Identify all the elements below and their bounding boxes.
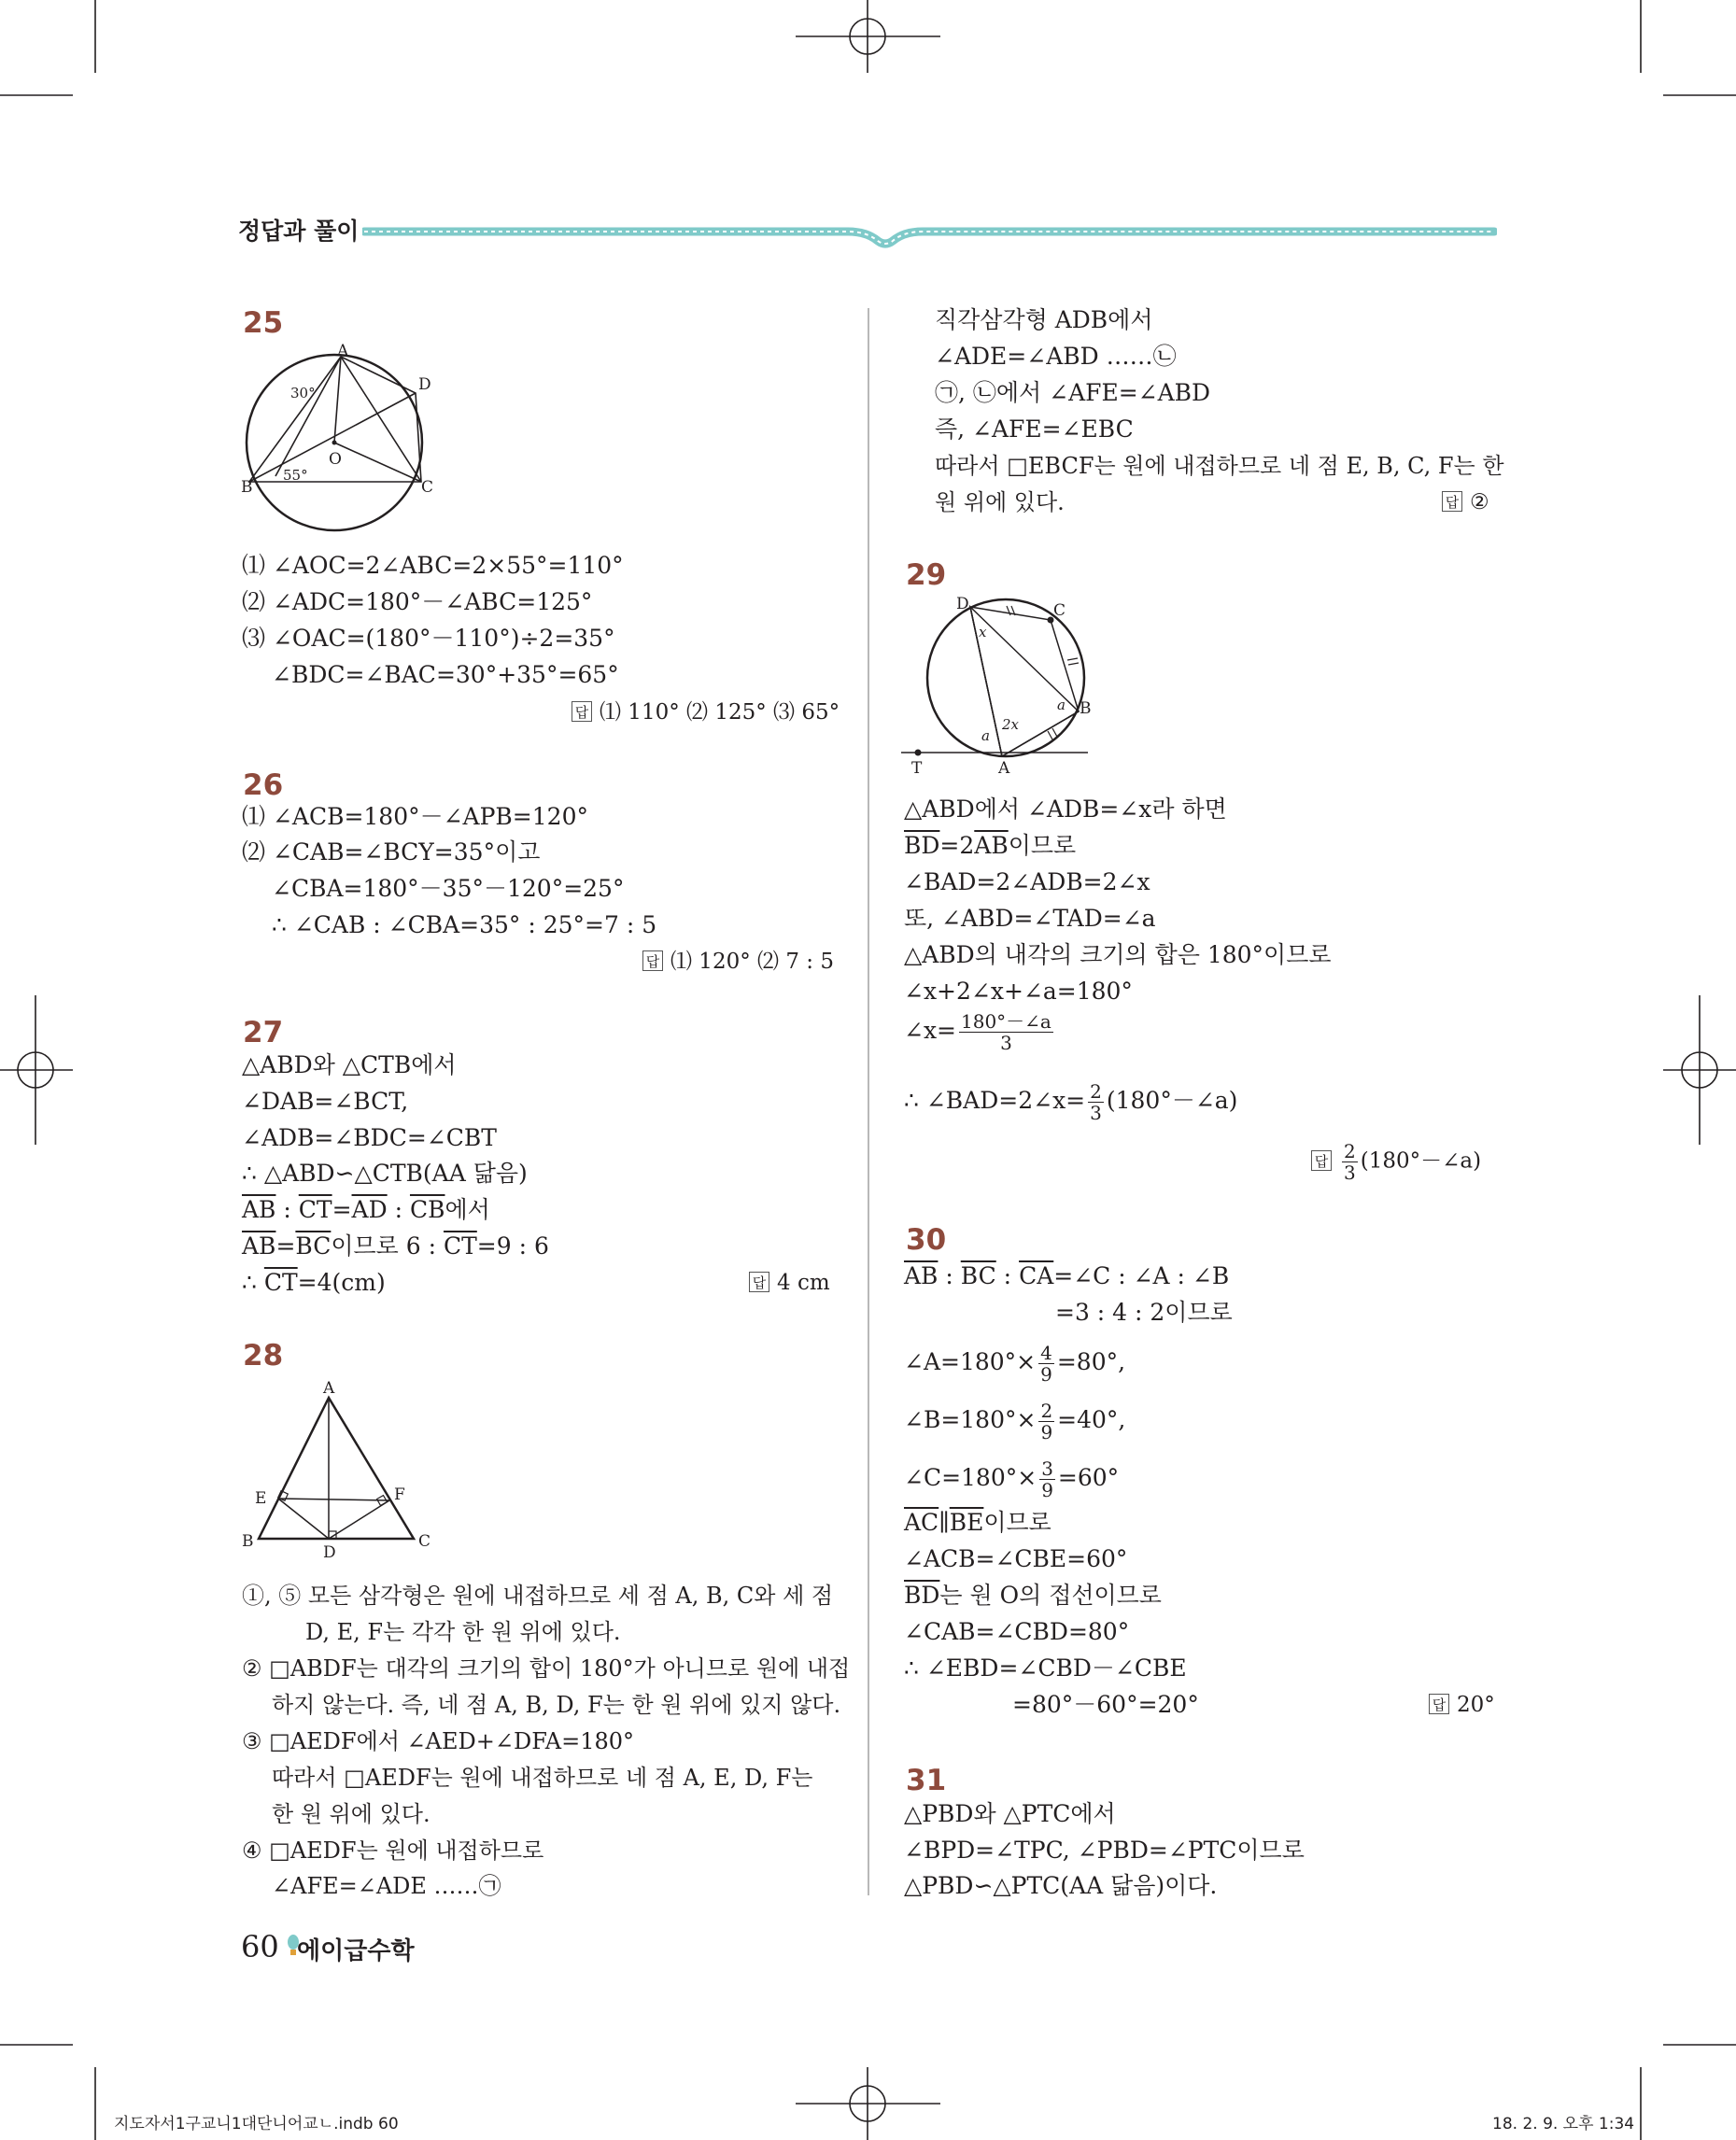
problem-number: 30 xyxy=(906,1223,947,1257)
text-line: ∠CBA=180°－35°－120°=25° xyxy=(272,875,625,902)
answer-text: ⑴ 120° ⑵ 7 : 5 xyxy=(670,950,834,974)
text-line: ∠ADB=∠BDC=∠CBT xyxy=(242,1124,497,1151)
text-line: =80°－60°=20° xyxy=(1012,1691,1199,1718)
text-line: 따라서 □AEDF는 원에 내접하므로 네 점 A, E, D, F는 xyxy=(272,1765,813,1791)
figure-circle-29 xyxy=(901,593,1097,780)
label-B: B xyxy=(241,478,253,497)
answer xyxy=(1442,488,1489,516)
figure-triangle-28 xyxy=(238,1373,444,1559)
answer-badge: 답 xyxy=(642,950,663,971)
text-line: ∴ △ABD∽△CTB(AA 닮음) xyxy=(242,1160,528,1187)
answer xyxy=(749,1269,830,1297)
column-divider xyxy=(868,308,869,1895)
problem-number: 25 xyxy=(243,306,284,340)
page-number: 60 xyxy=(241,1929,279,1964)
label-O: O xyxy=(329,450,342,469)
answer-badge: 답 xyxy=(749,1272,769,1292)
text-line: △ABD와 △CTB에서 xyxy=(242,1051,457,1078)
text-line: ⑴ ∠ACB=180°－∠APB=120° xyxy=(242,803,588,830)
text-line: ∠DAB=∠BCT, xyxy=(242,1088,409,1115)
label-E: E xyxy=(255,1489,267,1508)
answer-badge: 답 xyxy=(1442,491,1462,512)
angle-2x: 2x xyxy=(1002,716,1020,733)
problem-number: 28 xyxy=(243,1339,284,1373)
answer xyxy=(1429,1691,1495,1719)
label-D: D xyxy=(956,595,969,613)
label-C: C xyxy=(418,1532,431,1551)
text-line: ② □ABDF는 대각의 크기의 합이 180°가 아니므로 원에 내접 xyxy=(242,1655,851,1682)
label-B: B xyxy=(1080,699,1092,718)
answer-text: ⑴ 110° ⑵ 125° ⑶ 65° xyxy=(600,700,840,725)
text-line: ⑴ ∠AOC=2∠ABC=2×55°=110° xyxy=(242,552,624,579)
label-T: T xyxy=(911,759,923,778)
text-line: ∠BAD=2∠ADB=2∠x xyxy=(904,868,1150,895)
answer-text: 20° xyxy=(1457,1693,1495,1717)
text-line: ㉠, ㉡에서 ∠AFE=∠ABD xyxy=(935,379,1211,406)
header-ribbon xyxy=(362,220,1497,263)
file-info: 지도자서1구교니1대단니어교ㄴ.indb 60 xyxy=(114,2115,399,2133)
answer: 답 $\frac{2}{3}$ (180°－∠a) xyxy=(1311,1141,1481,1183)
header-title: 정답과 풀이 xyxy=(238,218,360,245)
text-line: ⑵ ∠ADC=180°－∠ABC=125° xyxy=(242,588,593,615)
text-line: 또, ∠ABD=∠TAD=∠a xyxy=(904,905,1156,932)
text-line: ∴ ∠CAB : ∠CBA=35° : 25°=7 : 5 xyxy=(272,911,657,938)
text-line: ①, ⑤ 모든 삼각형은 원에 내접하므로 세 점 A, B, C와 세 점 xyxy=(242,1583,834,1609)
problem-number: 31 xyxy=(906,1764,947,1797)
label-C: C xyxy=(1053,601,1066,620)
brand-name: 에이급수학 xyxy=(297,1937,415,1965)
label-A: A xyxy=(998,759,1010,778)
label-B: B xyxy=(242,1532,254,1551)
text-line: △ABD에서 ∠ADB=∠x라 하면 xyxy=(904,795,1227,823)
answer-badge: 답 xyxy=(1429,1694,1449,1714)
text-line: ∠BPD=∠TPC, ∠PBD=∠PTC이므로 xyxy=(904,1837,1305,1864)
fraction-line: ∠A=180°× $\frac{4}{9}$ =80°, xyxy=(904,1342,1126,1386)
angle-a-A: a xyxy=(981,727,990,744)
label-F: F xyxy=(394,1485,405,1504)
text-line: ∴ ∠EBD=∠CBD－∠CBE xyxy=(904,1654,1187,1682)
text-line: 따라서 □EBCF는 원에 내접하므로 네 점 E, B, C, F는 한 xyxy=(935,453,1504,479)
label-D: D xyxy=(323,1543,336,1559)
text-line: ⑵ ∠CAB=∠BCY=35°이고 xyxy=(242,838,541,866)
text-line: △ABD의 내각의 크기의 합은 180°이므로 xyxy=(904,941,1332,968)
answer xyxy=(572,698,840,726)
label-A: A xyxy=(323,1379,335,1398)
answer-text: ② xyxy=(1470,490,1489,514)
text-line: △PBD∽△PTC(AA 닮음)이다. xyxy=(904,1872,1218,1899)
angle-a-B: a xyxy=(1057,697,1066,713)
label-A: A xyxy=(337,342,349,360)
text-line: △PBD와 △PTC에서 xyxy=(904,1800,1116,1827)
ratio-line: $\overline{AB}$ : $\overline{CT}=\overline{AD}$ : $\overline{CB}$에서 xyxy=(242,1196,490,1223)
answer xyxy=(642,948,834,976)
result-line: ∴ $\overline{CT}=4(cm)$ xyxy=(242,1269,386,1296)
text-line: ∠x+2∠x+∠a=180° xyxy=(904,978,1133,1005)
text-line: ∠ACB=∠CBE=60° xyxy=(904,1545,1128,1572)
problem-number: 29 xyxy=(906,558,947,592)
text-line: 즉, ∠AFE=∠EBC xyxy=(935,415,1134,443)
text-line: 하지 않는다. 즉, 네 점 A, B, D, F는 한 원 위에 있지 않다. xyxy=(272,1692,841,1718)
text-line: 원 위에 있다. xyxy=(935,489,1065,515)
text-line: ⑶ ∠OAC=(180°－110°)÷2=35° xyxy=(242,625,615,652)
answer-badge: 답 xyxy=(1311,1150,1332,1171)
label-D: D xyxy=(418,375,431,394)
text-line: ∠CAB=∠CBD=80° xyxy=(904,1618,1130,1645)
print-timestamp: 18. 2. 9. 오후 1:34 xyxy=(1492,2115,1635,2133)
angle-x: x xyxy=(979,624,987,641)
problem-number: 27 xyxy=(243,1016,284,1049)
problem-number: 26 xyxy=(243,768,284,802)
arc-line: $\overline{BD}=2\overline{AB}$이므로 xyxy=(904,832,1077,859)
fraction-line: ∠B=180°× $\frac{2}{9}$ =40°, xyxy=(904,1400,1126,1443)
fraction-line: ∠C=180°× $\frac{3}{9}$ =60° xyxy=(904,1457,1120,1501)
fraction-line: ∠x= $\frac{180^\circ-\angle a}{3}$ xyxy=(904,1010,1051,1054)
text-line: =3 : 4 : 2이므로 xyxy=(1055,1299,1233,1326)
tangent-line: $\overline{BD}$는 원 O의 접선이므로 xyxy=(904,1582,1162,1609)
text-line: ∠AFE=∠ADE ……㉠ xyxy=(272,1873,501,1899)
text-line: ∠ADE=∠ABD ……㉡ xyxy=(935,343,1177,370)
fraction-line: ∴ ∠BAD=2∠x= $\frac{2}{3}$ (180°－∠a) xyxy=(904,1080,1238,1124)
angle-30: 30° xyxy=(290,385,316,401)
text-line: ③ □AEDF에서 ∠AED+∠DFA=180° xyxy=(242,1728,635,1754)
answer-text: 4 cm xyxy=(777,1271,830,1295)
label-C: C xyxy=(421,478,434,497)
text-line: 한 원 위에 있다. xyxy=(272,1801,430,1827)
text-line: ∠BDC=∠BAC=30°+35°=65° xyxy=(272,661,619,688)
text-line: D, E, F는 각각 한 원 위에 있다. xyxy=(305,1619,621,1645)
figure-circle-25 xyxy=(238,341,444,546)
equality-line: $\overline{AB}=\overline{BC}$이므로 6 : $\overline{CT}=9$ : 6 xyxy=(242,1232,549,1260)
parallel-line: $\overline{AC}\parallel\overline{BE}$이므로 xyxy=(904,1509,1051,1536)
arc-ratio-line: $\overline{AB}$ : $\overline{BC}$ : $\overline{CA}=\angle C$ : ∠A : ∠B xyxy=(904,1262,1230,1289)
angle-55: 55° xyxy=(283,467,308,484)
answer-badge: 답 xyxy=(572,701,592,722)
text-line: 직각삼각형 ADB에서 xyxy=(935,306,1153,333)
text-line: ④ □AEDF는 원에 내접하므로 xyxy=(242,1837,544,1864)
